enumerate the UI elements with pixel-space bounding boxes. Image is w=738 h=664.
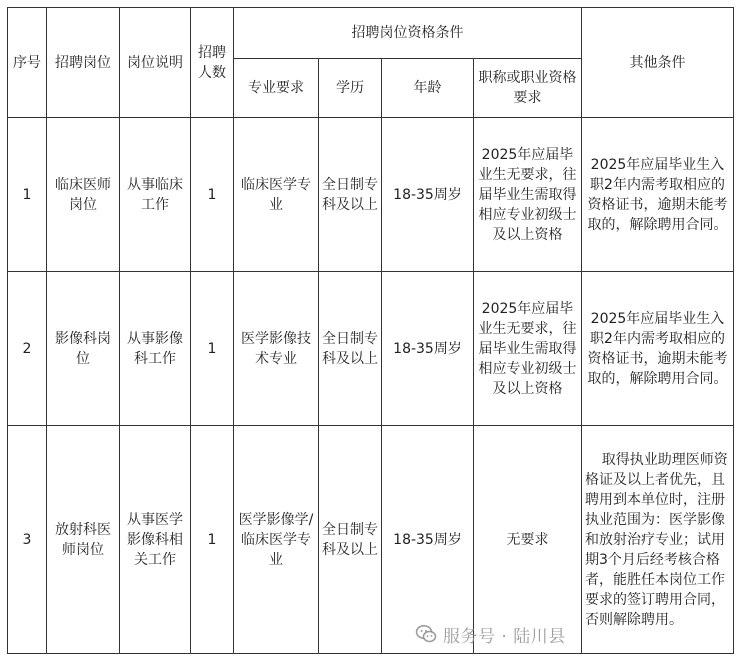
- cell-age: 18-35周岁: [382, 272, 474, 426]
- cell-education: 全日制专科及以上: [319, 118, 382, 272]
- header-other: 其他条件: [582, 8, 734, 118]
- cell-count: 1: [191, 118, 234, 272]
- cell-position: 影像科岗位: [47, 272, 120, 426]
- cell-major: 临床医学专业: [234, 118, 319, 272]
- watermark: [415, 621, 566, 647]
- wechat-icon: [415, 623, 437, 645]
- cell-age: 18-35周岁: [382, 426, 474, 654]
- header-education: 学历: [319, 59, 382, 118]
- cell-seq: 2: [8, 272, 47, 426]
- cell-position: 放射科医师岗位: [47, 426, 120, 654]
- cell-title-req: 2025年应届毕业生无要求，往届毕业生需取得相应专业初级士及以上资格: [474, 272, 582, 426]
- table-row: [8, 118, 734, 272]
- header-seq: 序号: [8, 8, 47, 118]
- header-description: 岗位说明: [120, 8, 191, 118]
- cell-other: 取得执业助理医师资格证及以上者优先，且聘用到本单位时，注册执业范围为：医学影像和放射治疗专业；试用期3个月后经考核合格者，能胜任本岗位工作要求的签订聘用合同，否则解除聘用。: [582, 426, 734, 654]
- header-row-1: [8, 8, 734, 59]
- cell-seq: 1: [8, 118, 47, 272]
- cell-education: 全日制专科及以上: [319, 272, 382, 426]
- header-major: 专业要求: [234, 59, 319, 118]
- cell-description: 从事临床工作: [120, 118, 191, 272]
- header-title-req: 职称或职业资格要求: [474, 59, 582, 118]
- header-count: 招聘人数: [191, 8, 234, 118]
- watermark-text: 服务号 · 陆川县: [443, 626, 566, 647]
- cell-seq: 3: [8, 426, 47, 654]
- table-row: [8, 272, 734, 426]
- header-age: 年龄: [382, 59, 474, 118]
- cell-other: 2025年应届毕业生入职2年内需考取相应的资格证书，逾期未能考取的，解除聘用合同。: [582, 272, 734, 426]
- cell-major: 医学影像学/临床医学专业: [234, 426, 319, 654]
- recruitment-table: [7, 7, 734, 654]
- cell-title-req: 无要求: [474, 426, 582, 654]
- cell-description: 从事医学影像科相关工作: [120, 426, 191, 654]
- header-qualification-group: 招聘岗位资格条件: [234, 8, 582, 59]
- cell-major: 医学影像技术专业: [234, 272, 319, 426]
- header-position: 招聘岗位: [47, 8, 120, 118]
- cell-position: 临床医师岗位: [47, 118, 120, 272]
- cell-other: 2025年应届毕业生入职2年内需考取相应的资格证书，逾期未能考取的，解除聘用合同。: [582, 118, 734, 272]
- cell-title-req: 2025年应届毕业生无要求，往届毕业生需取得相应专业初级士及以上资格: [474, 118, 582, 272]
- cell-count: 1: [191, 426, 234, 654]
- table-row: [8, 426, 734, 654]
- cell-count: 1: [191, 272, 234, 426]
- cell-age: 18-35周岁: [382, 118, 474, 272]
- cell-description: 从事影像科工作: [120, 272, 191, 426]
- cell-education: 全日制专科及以上: [319, 426, 382, 654]
